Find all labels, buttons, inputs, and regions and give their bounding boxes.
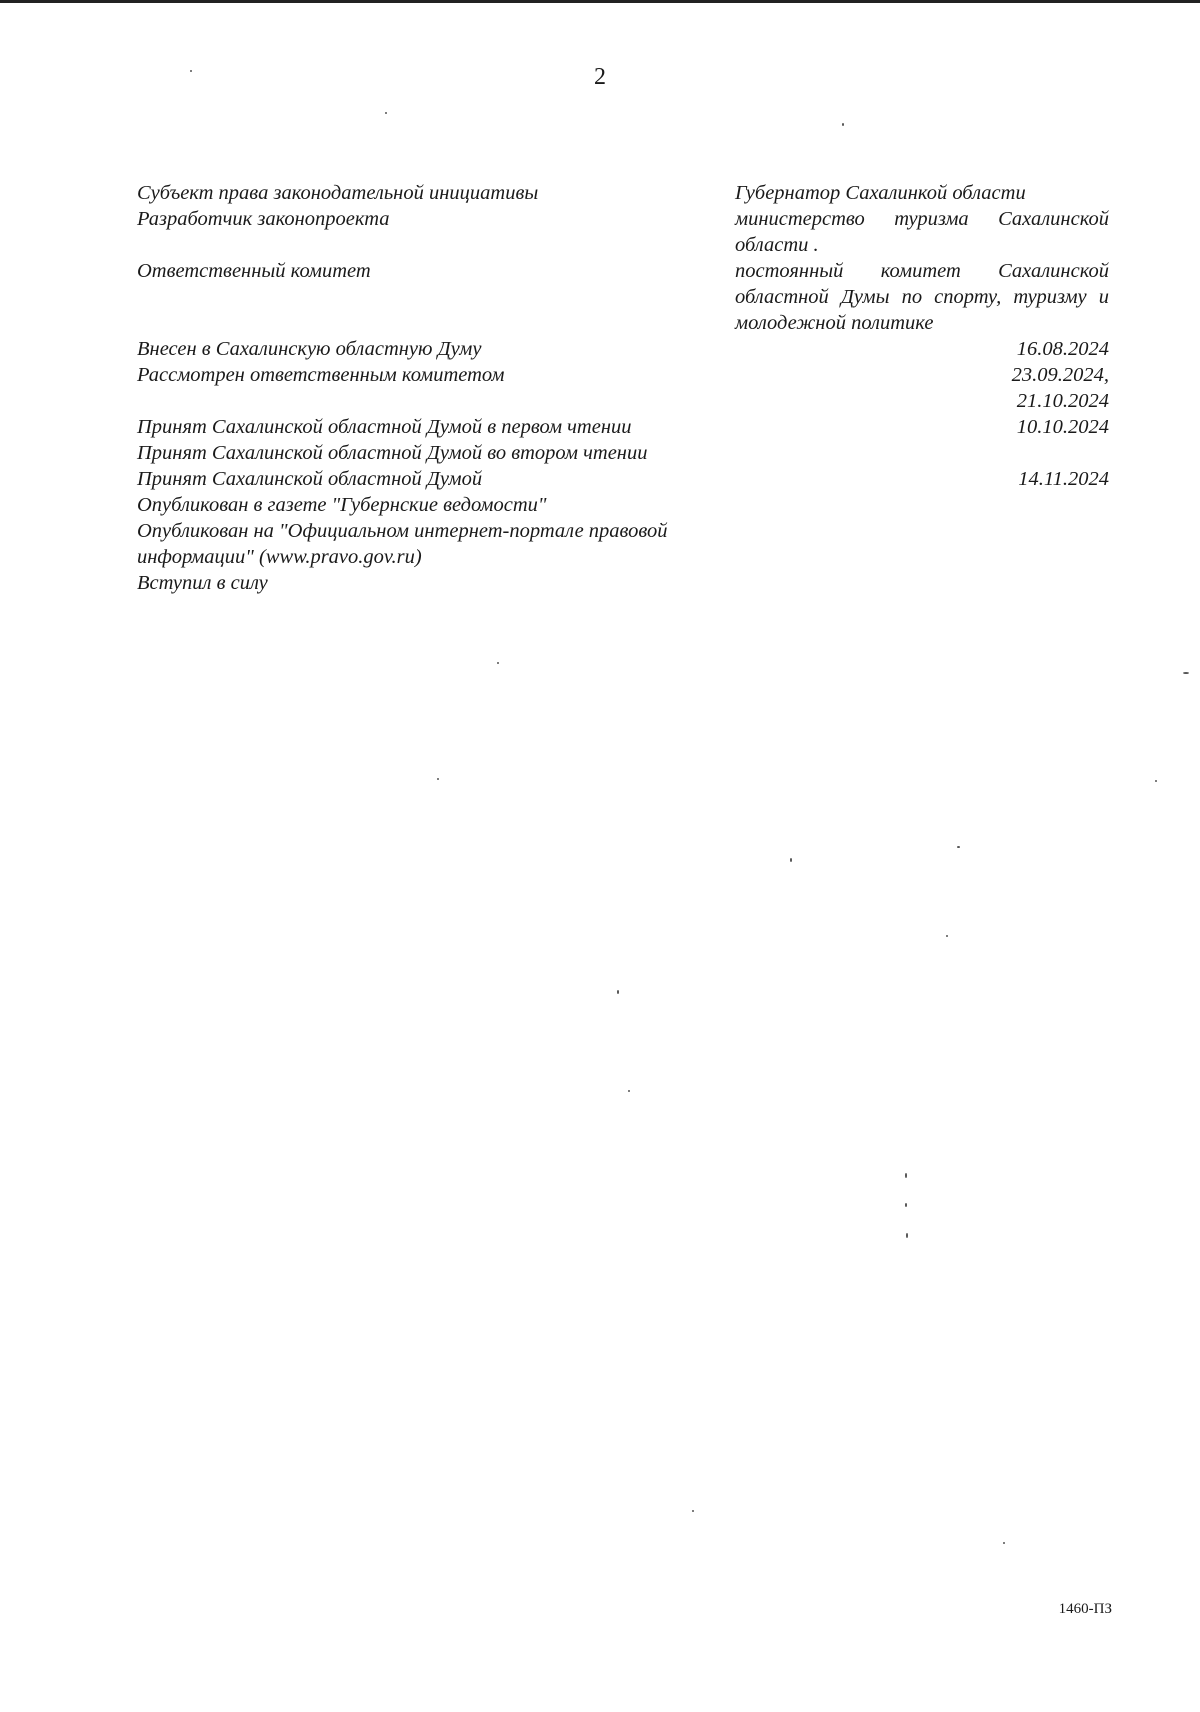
scan-speck — [906, 1233, 908, 1238]
value-bill-developer-line-1: министерство туризма Сахалинской — [735, 208, 1109, 230]
scan-speck — [842, 123, 844, 126]
label-second-reading: Принят Сахалинской областной Думой во втором чтении — [137, 442, 648, 464]
label-published-newspaper: Опубликован в газете "Губернские ведомости" — [137, 494, 547, 516]
scan-speck — [1183, 672, 1189, 674]
value-committee-line-1: постоянный комитет Сахалинской — [735, 260, 1109, 282]
scan-speck — [628, 1090, 630, 1092]
scan-speck — [617, 990, 619, 994]
scan-speck — [1155, 780, 1157, 782]
date-first-reading: 10.10.2024 — [1016, 416, 1109, 438]
scan-speck — [1003, 1542, 1005, 1544]
label-reviewed-by-committee: Рассмотрен ответственным комитетом — [137, 364, 505, 386]
label-published-portal-line-2: информации" (www.pravo.gov.ru) — [137, 546, 422, 568]
label-published-portal-line-1: Опубликован на "Официальном интернет-портале правовой — [137, 520, 668, 542]
date-reviewed-2: 21.10.2024 — [1016, 390, 1109, 412]
label-adopted: Принят Сахалинской областной Думой — [137, 468, 483, 490]
scan-speck — [497, 662, 499, 664]
label-submitted-to-duma: Внесен в Сахалинскую областную Думу — [137, 338, 482, 360]
page-number: 2 — [594, 64, 606, 90]
document-code: 1460-ПЗ — [1058, 1601, 1112, 1617]
top-border-line — [0, 0, 1200, 3]
scan-speck — [437, 778, 439, 780]
scan-speck — [790, 858, 792, 862]
label-initiative-subject: Субъект права законодательной инициативы — [137, 182, 539, 204]
scan-speck — [905, 1173, 907, 1178]
label-bill-developer: Разработчик законопроекта — [137, 208, 390, 230]
scan-speck — [692, 1510, 694, 1512]
scan-speck — [385, 112, 387, 114]
date-reviewed-1: 23.09.2024, — [1011, 364, 1109, 386]
value-committee-line-2: областной Думы по спорту, туризму и — [735, 286, 1109, 308]
scan-speck — [946, 935, 948, 937]
value-bill-developer-line-2: области . — [735, 234, 819, 256]
value-committee-line-3: молодежной политике — [735, 312, 934, 334]
scan-speck — [905, 1203, 907, 1207]
scan-speck — [957, 846, 960, 848]
date-submitted: 16.08.2024 — [1016, 338, 1109, 360]
date-adopted: 14.11.2024 — [1018, 468, 1109, 490]
scan-speck — [190, 70, 192, 72]
value-initiative-subject: Губернатор Сахалинкой области — [735, 182, 1026, 204]
label-entered-into-force: Вступил в силу — [137, 572, 268, 594]
label-first-reading: Принят Сахалинской областной Думой в первом чтении — [137, 416, 632, 438]
label-responsible-committee: Ответственный комитет — [137, 260, 371, 282]
